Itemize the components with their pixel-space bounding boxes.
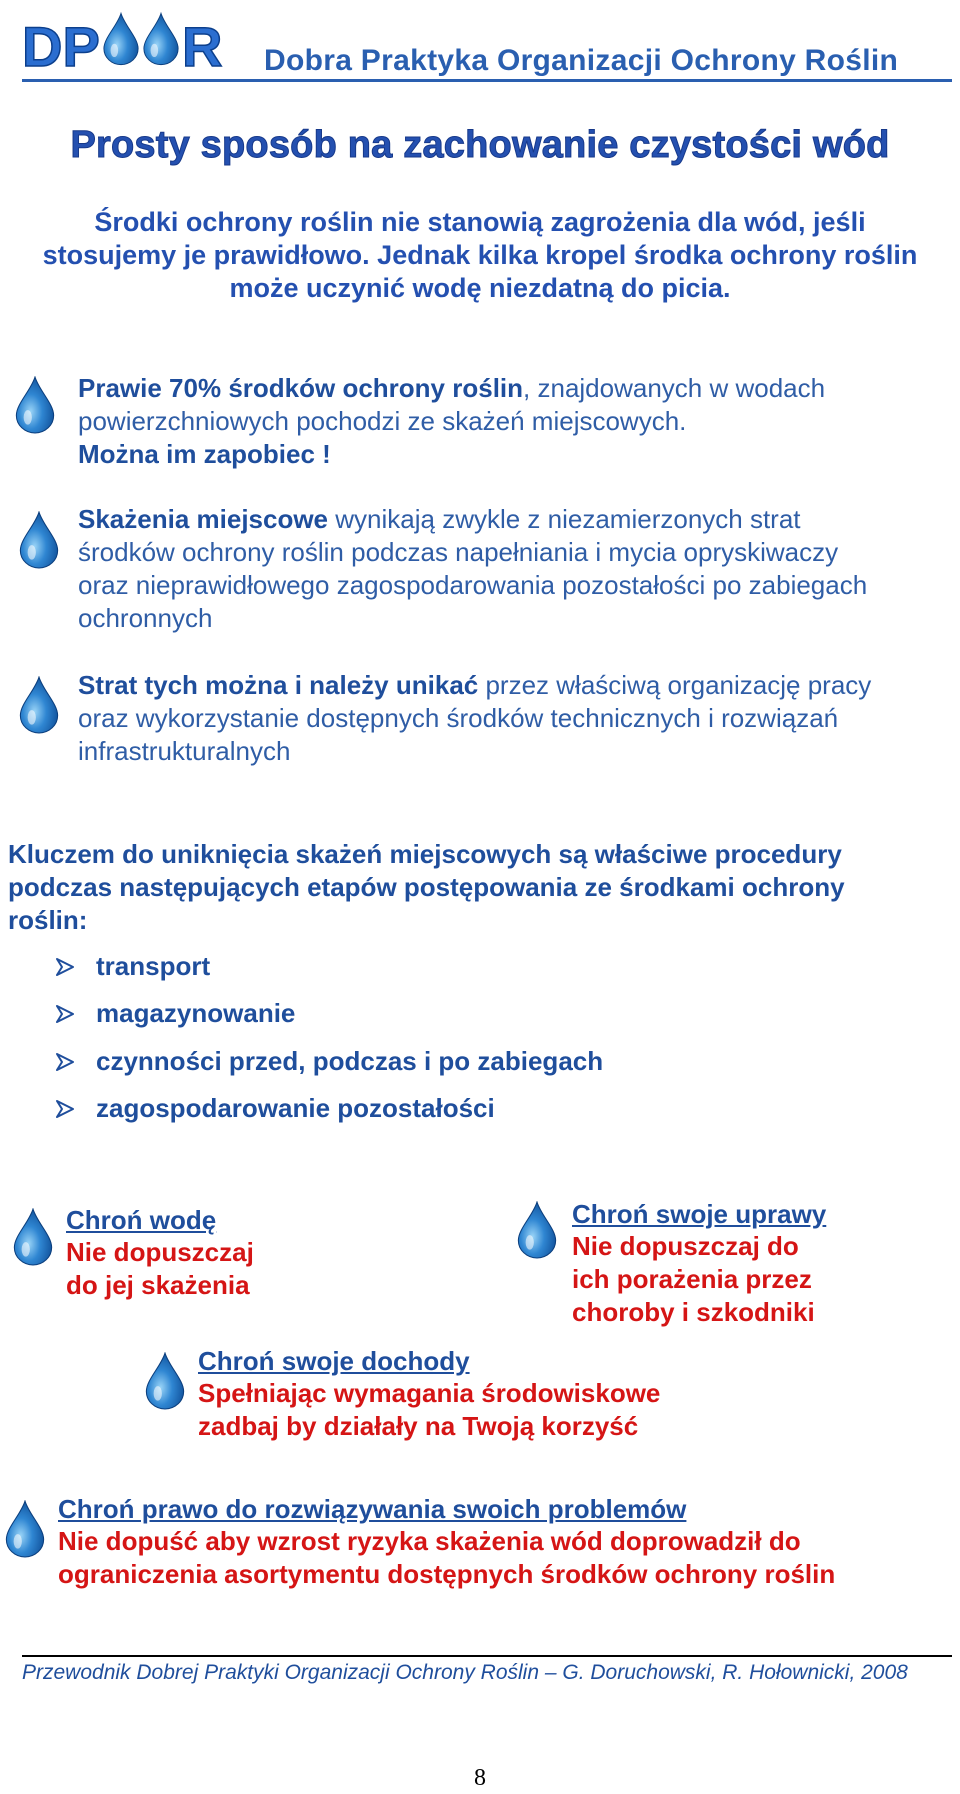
fact-text: wynikają zwykle z niezamierzonych strat: [328, 504, 801, 534]
page-number: 8: [474, 1765, 486, 1791]
arrow-bullet-icon: [54, 956, 76, 978]
key-line: roślin:: [8, 905, 88, 935]
key-line: podczas następujących etapów postępowania ze środkami ochrony: [8, 872, 845, 902]
protect-water-heading: Chroń wodę: [66, 1205, 217, 1235]
footer-divider: [22, 1655, 952, 1657]
fact-text: przez właściwą organizację pracy: [478, 670, 872, 700]
water-drop-icon: [18, 676, 60, 734]
arrow-bullet-icon: [54, 1051, 76, 1073]
fact-text: infrastrukturalnych: [78, 736, 291, 766]
protect-crops-line: choroby i szkodniki: [572, 1297, 815, 1327]
step-item: [54, 1093, 495, 1124]
water-drop-icon: [12, 1208, 54, 1266]
fact-text: środków ochrony roślin podczas napełniania i mycia opryskiwaczy: [78, 537, 839, 567]
fact-text: oraz nieprawidłowego zagospodarowania pozostałości po zabiegach: [78, 570, 868, 600]
svg-text:R: R: [182, 15, 223, 74]
water-drop-icon: [144, 1352, 186, 1410]
fact-bold: Można im zapobiec !: [78, 439, 331, 469]
protect-water-block: [66, 1205, 254, 1302]
intro-line: może uczynić wodę niezdatną do picia.: [229, 273, 731, 303]
step-label: transport: [96, 951, 211, 981]
header-title: Dobra Praktyka Organizacji Ochrony Roślin: [264, 44, 899, 77]
dpoor-logo: [22, 6, 244, 74]
step-label: czynności przed, podczas i po zabiegach: [96, 1046, 604, 1076]
intro-line: stosujemy je prawidłowo. Jednak kilka kropel środka ochrony roślin: [42, 240, 918, 270]
step-item: [54, 951, 210, 982]
intro-paragraph: [0, 206, 960, 305]
protect-water-line: Nie dopuszczaj: [66, 1237, 254, 1267]
fact-local-contamination-share: [78, 372, 825, 471]
fact-bold: Prawie 70% środków ochrony roślin: [78, 373, 524, 403]
fact-text: oraz wykorzystanie dostępnych środków technicznych i rozwiązań: [78, 703, 839, 733]
step-label: magazynowanie: [96, 998, 296, 1028]
protect-rights-line: ograniczenia asortymentu dostępnych środków ochrony roślin: [58, 1559, 836, 1589]
water-drop-icon: [4, 1500, 46, 1558]
step-item: [54, 1046, 603, 1077]
protect-crops-block: [572, 1199, 826, 1329]
protect-rights-line: Nie dopuść aby wzrost ryzyka skażenia wód doprowadził do: [58, 1526, 801, 1556]
key-procedures-text: [8, 838, 845, 937]
header-divider: [22, 79, 952, 82]
protect-income-line: Spełniając wymagania środowiskowe: [198, 1378, 661, 1408]
protect-rights-heading: Chroń prawo do rozwiązywania swoich problemów: [58, 1494, 687, 1524]
fact-text: powierzchniowych pochodzi ze skażeń miejscowych.: [78, 406, 687, 436]
step-label: zagospodarowanie pozostałości: [96, 1093, 495, 1123]
arrow-bullet-icon: [54, 1003, 76, 1025]
fact-bold: Strat tych można i należy unikać: [78, 670, 479, 700]
protect-income-line: zadbaj by działały na Twoją korzyść: [198, 1411, 639, 1441]
water-drop-icon: [18, 511, 60, 569]
fact-text: ochronnych: [78, 603, 213, 633]
protect-crops-line: ich porażenia przez: [572, 1264, 812, 1294]
protect-income-heading: Chroń swoje dochody: [198, 1346, 470, 1376]
page-title: Prosty sposób na zachowanie czystości wód: [70, 124, 890, 166]
protect-water-line: do jej skażenia: [66, 1270, 250, 1300]
water-drop-icon: [14, 376, 56, 434]
key-line: Kluczem do uniknięcia skażeń miejscowych są właściwe procedury: [8, 839, 842, 869]
fact-loss-prevention: [78, 669, 871, 768]
protect-rights-block: [58, 1494, 835, 1591]
water-drop-icon: [516, 1201, 558, 1259]
svg-text:DP: DP: [22, 15, 100, 74]
protect-crops-line: Nie dopuszczaj do: [572, 1231, 799, 1261]
protect-income-block: [198, 1346, 660, 1443]
step-item: [54, 998, 295, 1029]
intro-line: Środki ochrony roślin nie stanowią zagrożenia dla wód, jeśli: [94, 207, 866, 237]
fact-local-contamination-causes: [78, 503, 867, 635]
fact-bold: Skażenia miejscowe: [78, 504, 329, 534]
protect-crops-heading: Chroń swoje uprawy: [572, 1199, 827, 1229]
arrow-bullet-icon: [54, 1098, 76, 1120]
fact-text: , znajdowanych w wodach: [523, 373, 826, 403]
footer-citation: Przewodnik Dobrej Praktyki Organizacji Ochrony Roślin – G. Doruchowski, R. Hołownicki, 2008: [22, 1661, 908, 1684]
